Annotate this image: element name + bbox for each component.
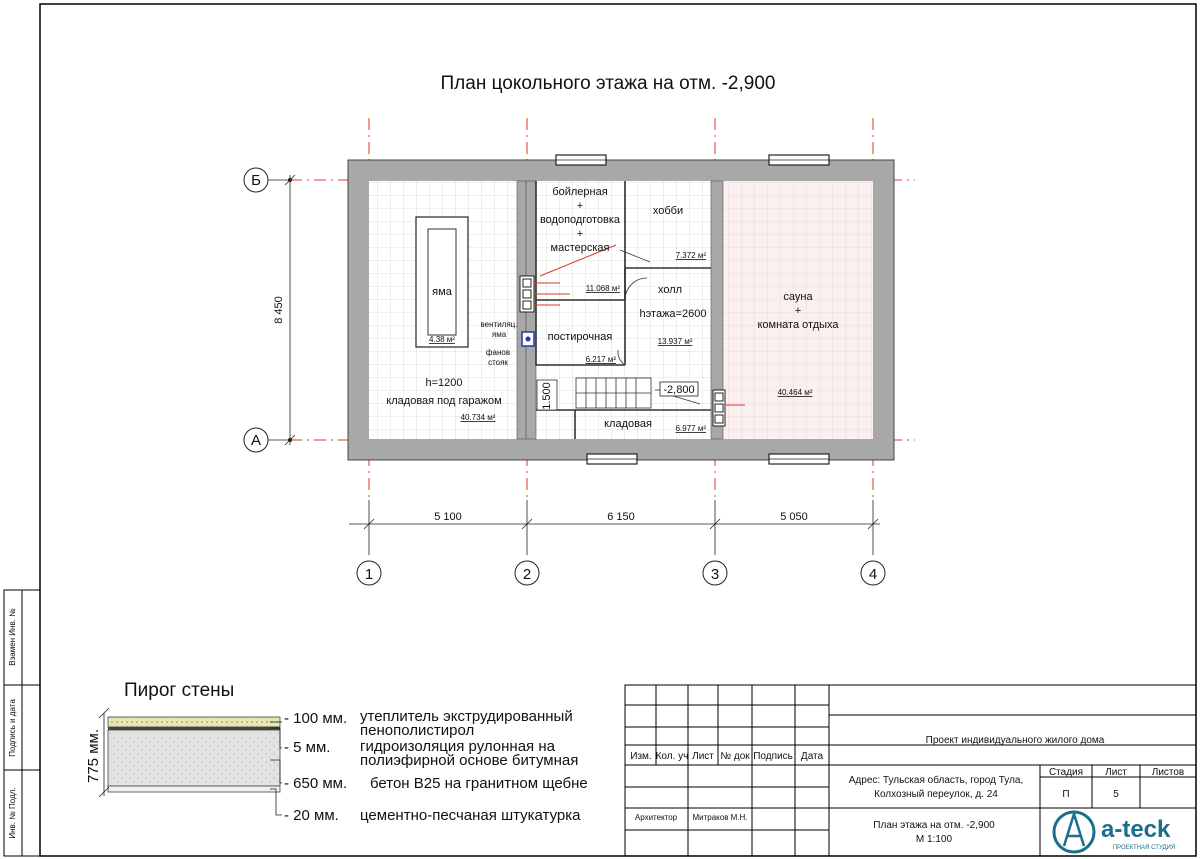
- tb-role: Архитектор: [634, 813, 678, 822]
- wall-section: [99, 708, 280, 797]
- tb-col-1: Изм.: [630, 751, 652, 762]
- level-mark: -2,800: [663, 384, 695, 396]
- hall-label: холл: [657, 284, 683, 296]
- layer-2-desc: гидроизоляция рулонная на: [360, 738, 555, 755]
- sauna-label-2: +: [794, 305, 802, 317]
- vent-label-2: яма: [491, 330, 507, 339]
- pit-area: 4.38 м²: [429, 335, 455, 344]
- tb-sheet-label: Лист: [1105, 767, 1127, 778]
- boiler-label-3: водоподготовка: [539, 214, 621, 226]
- storage-height: h=1200: [425, 377, 463, 389]
- layer-4-thickness: - 20 мм.: [284, 807, 339, 824]
- tb-address-1: Адрес: Тульская область, город Тула,: [848, 775, 1024, 786]
- hobby-label: хобби: [652, 205, 684, 217]
- axis-label-b: Б: [251, 172, 261, 189]
- layer-1-thickness: - 100 мм.: [284, 710, 348, 727]
- boiler-area: 11.068 м²: [585, 284, 620, 293]
- hobby-area: 7.372 м²: [675, 251, 706, 260]
- layer-1-desc-2: пенополистирол: [360, 722, 475, 739]
- tb-col-3: Лист: [692, 751, 714, 762]
- ateck-logo-icon: [1054, 812, 1094, 852]
- axis-label-3: 3: [710, 566, 720, 583]
- pit: [416, 217, 468, 347]
- boiler-label-1: бойлерная: [552, 186, 608, 198]
- pantry-label: кладовая: [604, 418, 652, 430]
- tb-col-4: № док: [720, 751, 750, 762]
- layer-3-desc: бетон B25 на гранитном щебне: [370, 775, 588, 792]
- side-stamp-2: Подпись и дата: [8, 699, 17, 757]
- span-dimension: [349, 500, 880, 555]
- storage-area: 40.734 м²: [460, 413, 496, 422]
- hall-area: 13.937 м²: [657, 337, 693, 346]
- tb-address-2: Колхозный переулок, д. 24: [874, 789, 998, 800]
- tb-sheet: 5: [1113, 789, 1119, 800]
- axis-label-1: 1: [364, 566, 374, 583]
- stair-dim: 1.500: [541, 382, 553, 410]
- sauna-area: 40.464 м²: [777, 388, 813, 397]
- depth-value: 8 450: [273, 296, 285, 324]
- sauna-label-1: сауна: [783, 291, 813, 303]
- sauna-label-3: комната отдыха: [757, 319, 839, 331]
- tb-sheets-label: Листов: [1151, 767, 1185, 778]
- wall-title: Пирог стены: [124, 680, 235, 701]
- layer-2-desc-2: полиэфирной основе битумная: [360, 752, 579, 769]
- layer-1-desc: утеплитель экструдированный: [360, 708, 573, 725]
- logo-subtitle: ПРОЕКТНАЯ СТУДИЯ: [1112, 845, 1176, 851]
- depth-dimension: [285, 175, 295, 445]
- tb-stage-label: Стадия: [1048, 767, 1084, 778]
- pantry-area: 6.977 м²: [675, 424, 706, 433]
- tb-col-5: Подпись: [753, 751, 793, 762]
- hall-height: hэтажа=2600: [639, 308, 707, 320]
- plan-title: План цокольного этажа на отм. -2,900: [440, 73, 776, 94]
- layer-4-desc: цементно-песчаная штукатурка: [360, 807, 581, 824]
- fan-label-2: стояк: [488, 358, 508, 367]
- tb-drawing-2: М 1:100: [915, 834, 953, 845]
- layer-3-thickness: - 650 мм.: [284, 775, 348, 792]
- tb-drawing-1: План этажа на отм. -2,900: [873, 820, 995, 831]
- tb-col-2: Кол. уч: [655, 751, 689, 762]
- span-3: 5 050: [780, 511, 808, 523]
- laundry-label: постирочная: [547, 331, 613, 343]
- vent-label-1: вентиляц.: [480, 320, 518, 329]
- fan-label-1: фанов: [485, 348, 511, 357]
- side-stamp-1: Взамен Инв. №: [8, 608, 17, 666]
- axis-label-4: 4: [868, 566, 878, 583]
- stairs: [537, 378, 651, 410]
- span-2: 6 150: [607, 511, 635, 523]
- boiler-label-5: мастерская: [550, 242, 610, 254]
- tb-col-6: Дата: [800, 751, 824, 762]
- storage-label: кладовая под гаражом: [386, 395, 502, 407]
- side-stamp-3: Инв. № Подл.: [8, 787, 17, 839]
- wall-total: 775 мм.: [85, 729, 102, 783]
- logo-text: a-teck: [1101, 816, 1171, 843]
- tb-name: Митраков М.Н.: [692, 813, 748, 822]
- pit-label: яма: [432, 286, 452, 298]
- boiler-label-2: +: [576, 200, 584, 212]
- tb-stage: П: [1062, 789, 1070, 800]
- layer-2-thickness: - 5 мм.: [284, 739, 331, 756]
- laundry-area: 6.217 м²: [585, 355, 616, 364]
- axis-label-a: А: [250, 432, 262, 449]
- span-1: 5 100: [434, 511, 462, 523]
- boiler-label-4: +: [576, 228, 584, 240]
- axis-label-2: 2: [522, 566, 532, 583]
- tb-project: Проект индивидуального жилого дома: [925, 735, 1105, 746]
